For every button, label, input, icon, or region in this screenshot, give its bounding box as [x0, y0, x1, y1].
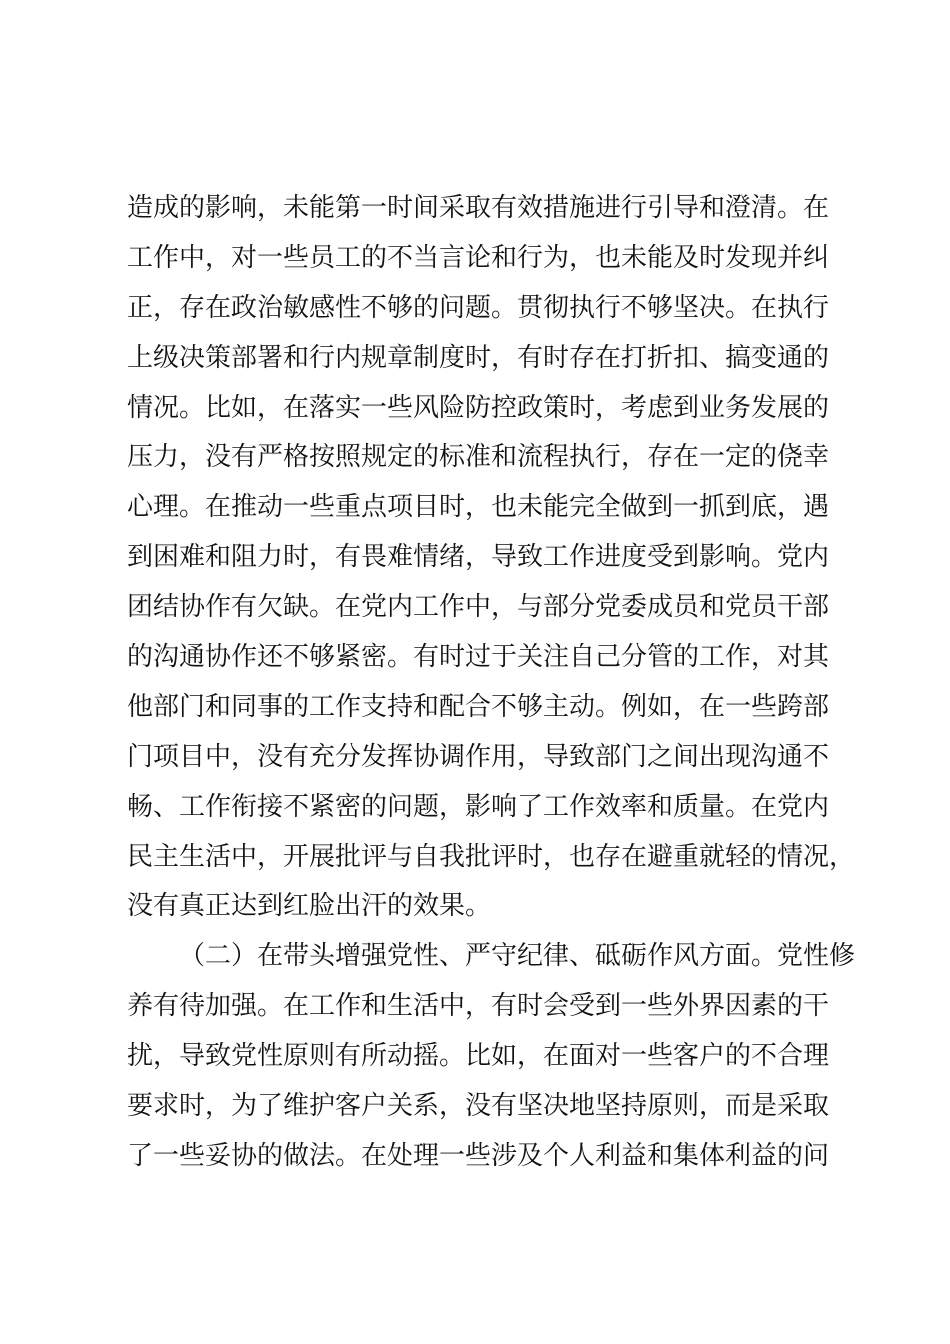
text-line: 情况。比如，在落实一些风险防控政策时，考虑到业务发展的: [127, 392, 830, 423]
text-line: 没有真正达到红脸出汗的效果。: [127, 891, 492, 922]
text-line: 门项目中，没有充分发挥协调作用，导致部门之间出现沟通不: [127, 741, 830, 772]
text-line: 了一些妥协的做法。在处理一些涉及个人利益和集体利益的问: [127, 1140, 830, 1171]
text-line: 团结协作有欠缺。在党内工作中，与部分党委成员和党员干部: [127, 592, 830, 623]
text-line: 要求时，为了维护客户关系，没有坚决地坚持原则，而是采取: [127, 1091, 830, 1122]
text-line: 畅、工作衔接不紧密的问题，影响了工作效率和质量。在党内: [127, 791, 830, 822]
text-line: 造成的影响，未能第一时间采取有效措施进行引导和澄清。在: [127, 193, 830, 223]
text-line: 上级决策部署和行内规章制度时，有时存在打折扣、搞变通的: [127, 342, 830, 373]
text-line: 他部门和同事的工作支持和配合不够主动。例如，在一些跨部: [127, 691, 830, 722]
body-text: [127, 184, 867, 1182]
text-line: 的沟通协作还不够紧密。有时过于关注自己分管的工作，对其: [127, 642, 830, 673]
text-line: 心理。在推动一些重点项目时，也未能完全做到一抓到底，遇: [127, 492, 830, 523]
text-line: 养有待加强。在工作和生活中，有时会受到一些外界因素的干: [127, 991, 830, 1022]
text-line: 正，存在政治敏感性不够的问题。贯彻执行不够坚决。在执行: [127, 292, 830, 323]
text-line: 扰，导致党性原则有所动摇。比如，在面对一些客户的不合理: [127, 1041, 830, 1072]
section-heading-line: （二）在带头增强党性、严守纪律、砥砺作风方面。党性修: [179, 941, 856, 972]
text-line: 压力，没有严格按照规定的标准和流程执行，存在一定的侥幸: [127, 442, 830, 473]
text-line: 工作中，对一些员工的不当言论和行为，也未能及时发现并纠: [127, 242, 830, 273]
text-line: 到困难和阻力时，有畏难情绪，导致工作进度受到影响。党内: [127, 542, 830, 573]
text-line: 民主生活中，开展批评与自我批评时，也存在避重就轻的情况，: [127, 841, 856, 872]
